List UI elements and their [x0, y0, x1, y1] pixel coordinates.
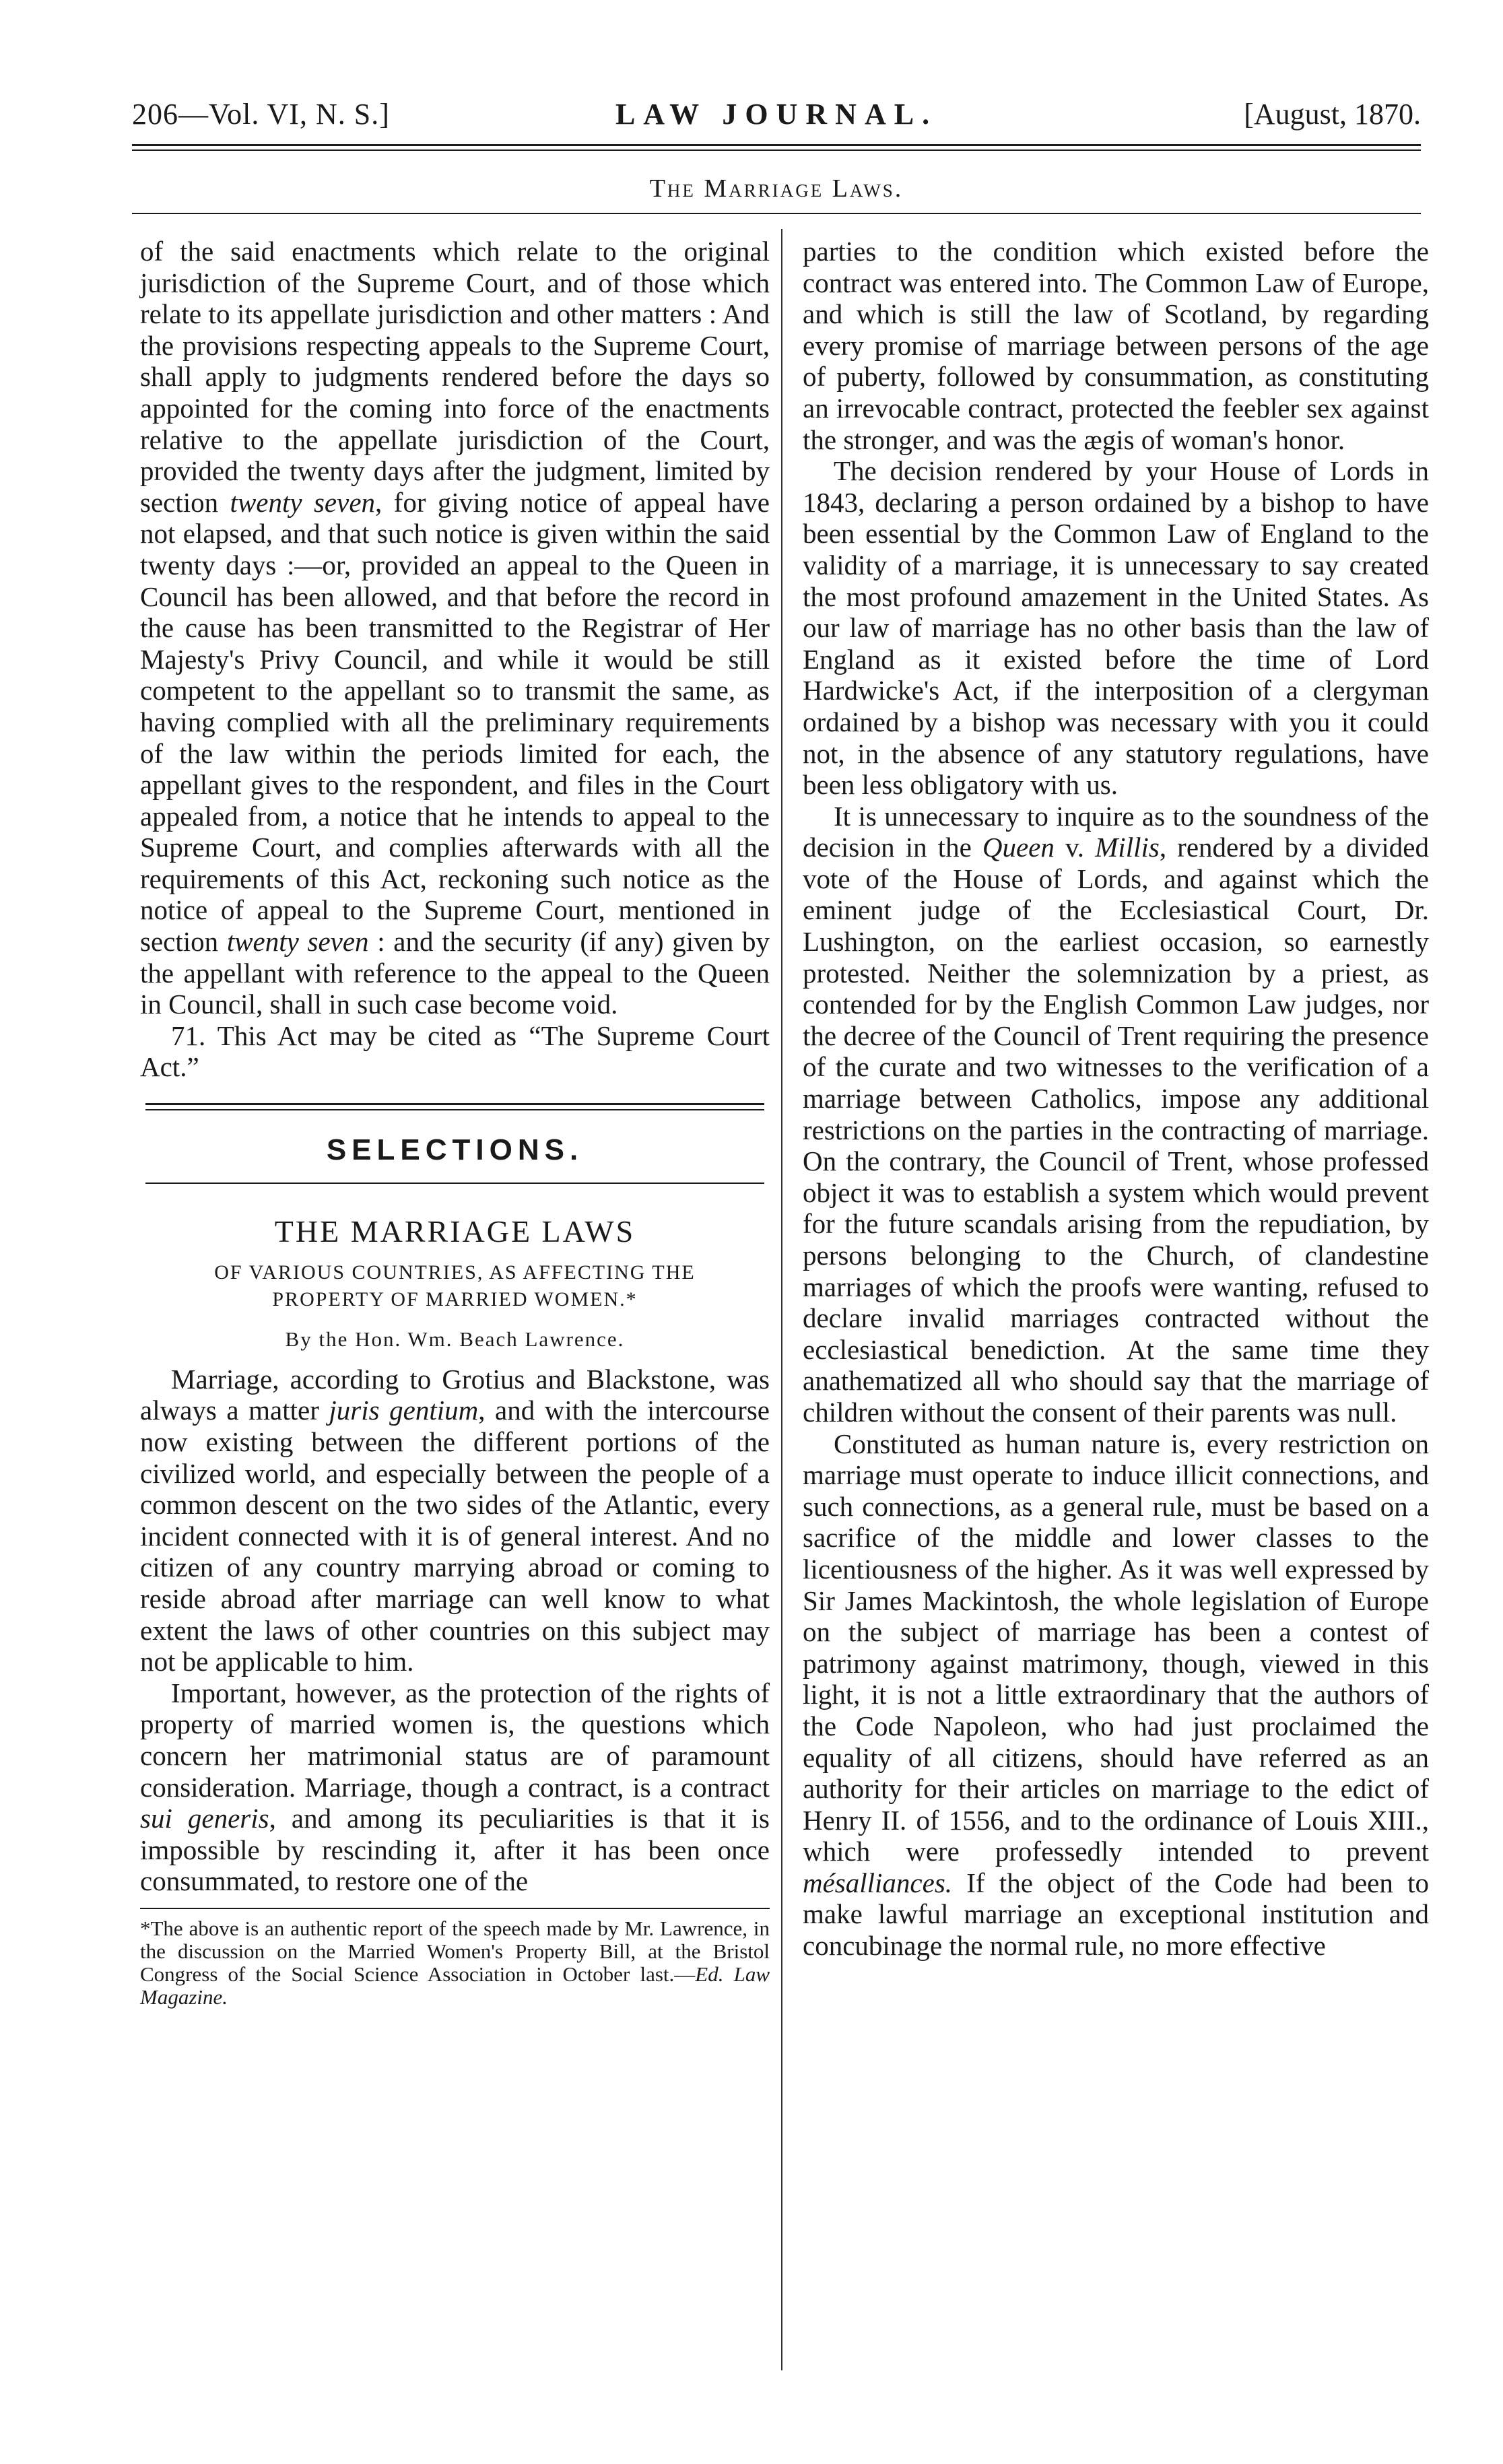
article-title: THE MARRIAGE LAWS [274, 1213, 636, 1248]
journal-title: LAW JOURNAL. [615, 98, 938, 131]
issue-date: [August, 1870. [1244, 98, 1421, 131]
section-title: The Marriage Laws. [649, 174, 904, 203]
section-rule [132, 213, 1421, 214]
column-divider [781, 229, 782, 2370]
footnote: *The above is an authentic report of the speech made by Mr. Lawrence, in the discussion on the Married Women's Property Bill, at the Bristol Congress of the Social Science Association in October last.—Ed. Law Magazine. [140, 1916, 770, 2009]
article-subtitle: OF VARIOUS COUNTRIES, AS AFFECTING THE PROPERTY OF MARRIED WOMEN.* [214, 1261, 696, 1311]
article-paragraph: Constituted as human nature is, every restriction on marriage must operate to induce illicit connections, and such connections, as a general rule, must be based on a sacrifice of the middle and lower classes to the licentiousness of the higher. As it was well expressed by Sir James Mackintosh, the whole legislation of Europe on the subject of marriage has been a contest of patrimony against matrimony, though, viewed in this light, it is not a little extraordinary that the authors of the Code Napoleon, who had just proclaimed the equality of all citizens, should have referred as an authority for their articles on marriage to the edict of Henry II. of 1556, and to the ordinance of Louis XIII., which were professedly intended to prevent mésalliances. If the object of the Code had been to make lawful marriage an exceptional institution and concubinage the normal rule, no more effective [803, 1428, 1429, 1962]
article-paragraph: It is unnecessary to inquire as to the soundness of the decision in the Queen v. Millis, rendered by a divided vote of the House of Lords, and against which the eminent judge of the Ecclesiastical Court, Dr. Lushington, on the earliest occasion, so earnestly protested. Neither the solemnization by a priest, as contended for by the English Common Law judges, nor the decree of the Council of Trent requiring the presence of the curate and two witnesses to the verification of a marriage between Catholics, impose any additional restrictions on the parties in the contracting of marriage. On the contrary, the Council of Trent, whose professed object it was to establish a system which would prevent for the future scandals arising from the repudiation, by persons belonging to the Church, of clandestine marriages of which the proofs were wanting, refused to declare invalid marriages contracted without the ecclesiastical benediction. At the same time they anathematized all who should say that the marriage of children without the consent of their parents was null. [803, 800, 1430, 1428]
article-paragraph: parties to the condition which existed before the contract was entered into. The Common Law of Europe, and which is still the law of Scotland, by regarding every promise of marriage between persons of the age of puberty, followed by consummation, as constituting an irrevocable contract, protected the feebler sex against the stronger, and was the ægis of woman's honor. [803, 236, 1429, 455]
header-rule-bottom [132, 149, 1421, 151]
page-volume-label: 206—Vol. VI, N. S.] [132, 98, 390, 131]
selections-separator-bottom [145, 1183, 764, 1184]
article-paragraph: Marriage, according to Grotius and Blackstone, was always a matter juris gentium, and with the intercourse now existing between the different portions of the civilized world, and especially between the people of a common descent on the two sides of the Atlantic, every incident connected with it is of general interest. And no citizen of any country marrying abroad or coming to reside abroad after marriage can well know to what extent the laws of other countries on this subject may not be applicable to him. [140, 1363, 770, 1677]
article-paragraph: Important, however, as the protection of the rights of property of married women is, the questions which concern her matrimonial status are of paramount consideration. Marriage, though a contract, is a contract sui generis, and among its peculiarities is that it is impossible by rescinding it, after it has been once consummated, to restore one of the [140, 1677, 770, 1897]
statute-paragraph: of the said enactments which relate to the original jurisdiction of the Supreme Court, and of those which relate to its appellate jurisdiction and other matters : And the provisions respecting appeals to the Supreme Court, shall apply to judgments rendered before the days so appointed for the coming into force of the enactments relative to the appellate jurisdiction of the Court, provided the twenty days after the judgment, limited by section twenty seven, for giving notice of appeal have not elapsed, and that such notice is given within the said twenty days :—or, provided an appeal to the Queen in Council has been allowed, and that before the record in the cause has been transmitted to the Registrar of Her Majesty's Privy Council, and while it would be still competent to the appellant so to transmit the same, as having complied with all the preliminary requirements of the law within the periods limited for each, the appellant gives to the respondent, and files in the Court appealed from, a notice that he intends to appeal to the Supreme Court, and complies afterwards with all the requirements of this Act, reckoning such notice as the notice of appeal to the Supreme Court, mentioned in section twenty seven : and the security (if any) given by the appellant with reference to the appeal to the Queen in Council, shall in such case become void. [140, 236, 770, 1020]
right-column [803, 236, 1429, 1962]
article-paragraph: The decision rendered by your House of Lords in 1843, declaring a person ordained by a bishop to have been essential by the Common Law of England to the validity of a marriage, it is unnecessary to say created the most profound amazement in the United States. As our law of marriage has no other basis than the law of England as it existed before the time of Lord Hardwicke's Act, if the interposition of a clergyman ordained by a bishop was necessary with you it could not, in the absence of any statutory regulations, have been less obligatory with us. [803, 455, 1429, 801]
left-column [140, 236, 770, 2009]
footnote-rule [140, 1908, 770, 1909]
header-rule-top [132, 144, 1421, 146]
selections-heading: SELECTIONS. [326, 1133, 584, 1167]
running-head [132, 97, 1421, 137]
statute-citation-paragraph: 71. This Act may be cited as “The Supreme Court Act.” [140, 1020, 770, 1083]
selections-separator-top [140, 1103, 770, 1110]
article-byline: By the Hon. Wm. Beach Lawrence. [285, 1327, 625, 1352]
